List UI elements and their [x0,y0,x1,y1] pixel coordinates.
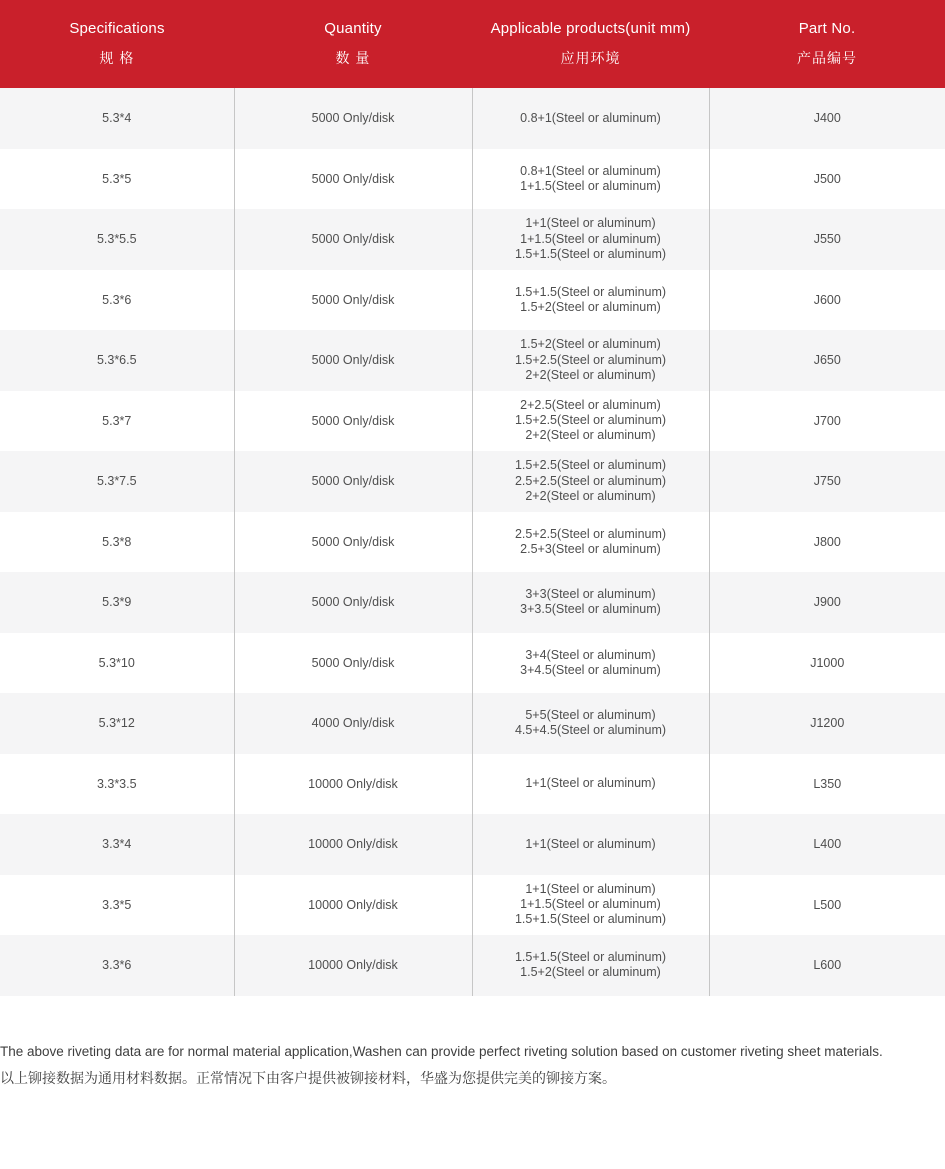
table-row [0,814,945,875]
spec-cell: 3.3*5 [102,897,132,912]
spec-cell: 3.3*6 [0,935,234,996]
spec-cell: 5.3*5 [102,171,132,186]
product-line: 1.5+2.5(Steel or aluminum) [514,352,667,367]
part-no-cell: J500 [709,149,945,210]
footer-note [0,1043,945,1087]
table-row [0,391,945,452]
part-no-cell: L600 [709,935,945,996]
product-line: 1+1(Steel or aluminum) [525,776,656,791]
header-row [0,0,945,88]
product-line: 1+1.5(Steel or aluminum) [520,178,661,193]
quantity-cell: 5000 Only/disk [234,209,472,270]
spec-cell: 5.3*6 [102,292,132,307]
product-line: 1+1(Steel or aluminum) [525,216,656,231]
applicable-products-cell [472,330,709,391]
quantity-cell: 10000 Only/disk [234,875,472,936]
part-no-cell: J900 [709,572,945,633]
applicable-products-cell [472,451,709,512]
column-header-en: Specifications [69,20,165,37]
column-header-zh: 规 格 [99,50,135,66]
quantity-cell: 5000 Only/disk [234,149,472,210]
quantity-cell: 5000 Only/disk [234,572,472,633]
footer-note-en: The above riveting data are for normal material application,Washen can provide perfect riveting solution based on customer riveting sheet materials. [0,1043,883,1059]
column-header-zh: 应用环境 [560,50,621,66]
quantity-cell: 5000 Only/disk [234,330,472,391]
product-line: 3+3.5(Steel or aluminum) [520,602,661,617]
applicable-products-cell [472,270,709,331]
applicable-products-cell [472,149,709,210]
spec-cell: 5.3*10 [98,655,135,670]
table-row [0,693,945,754]
product-line: 1.5+2.5(Steel or aluminum) [514,458,667,473]
table-row [0,209,945,270]
quantity-cell: 10000 Only/disk [234,814,472,875]
quantity-cell: 5000 Only/disk [234,391,472,452]
applicable-products-cell [472,754,709,815]
product-line: 5+5(Steel or aluminum) [525,708,656,723]
column-header-zh: 产品编号 [797,50,857,66]
table-row [0,935,945,996]
product-line: 1+1(Steel or aluminum) [525,836,656,851]
table-row [0,512,945,573]
column-header [234,0,472,88]
spec-cell: 5.3*4 [0,88,234,149]
column-header [709,0,945,88]
quantity-cell: 5000 Only/disk [234,633,472,694]
product-line: 1+1.5(Steel or aluminum) [520,897,661,912]
part-no-cell: J600 [709,270,945,331]
product-line: 1.5+2(Steel or aluminum) [520,299,661,314]
spec-cell: 5.3*9 [0,572,234,633]
product-line: 2.5+3(Steel or aluminum) [520,541,661,556]
part-no-cell: J550 [709,209,945,270]
product-line: 3+4(Steel or aluminum) [525,647,656,662]
part-no-cell: J700 [709,391,945,452]
spec-cell: 5.3*8 [102,534,132,549]
product-line: 2+2(Steel or aluminum) [525,367,656,382]
part-no-cell: L350 [709,754,945,815]
quantity-cell: 5000 Only/disk [234,270,472,331]
applicable-products-cell [472,88,709,149]
table-row [0,572,945,633]
spec-cell: 5.3*12 [0,693,234,754]
applicable-products-cell [472,209,709,270]
applicable-products-cell [472,391,709,452]
part-no-cell: J400 [709,88,945,149]
product-line: 1.5+2(Steel or aluminum) [520,337,661,352]
table-body [0,88,945,996]
applicable-products-cell [472,512,709,573]
table-row [0,149,945,210]
part-no-cell: J1200 [709,693,945,754]
table-row [0,451,945,512]
part-no-cell: J650 [709,330,945,391]
product-line: 1.5+1.5(Steel or aluminum) [514,950,667,965]
part-no-cell: J800 [709,512,945,573]
part-no-cell: J750 [709,451,945,512]
column-header-zh: 数 量 [335,50,371,66]
part-no-cell: J1000 [709,633,945,694]
spec-cell: 5.3*7.5 [0,451,234,512]
table-row [0,270,945,331]
table-head [0,0,945,88]
product-line: 0.8+1(Steel or aluminum) [520,110,661,125]
spec-cell: 5.3*5.5 [0,209,234,270]
spec-cell: 3.3*4 [0,814,234,875]
quantity-cell: 5000 Only/disk [234,451,472,512]
applicable-products-cell [472,875,709,936]
column-header-en: Applicable products(unit mm) [490,20,691,37]
product-line: 2+2(Steel or aluminum) [525,428,656,443]
product-line: 2+2(Steel or aluminum) [525,488,656,503]
product-line: 1+1.5(Steel or aluminum) [520,231,661,246]
spec-cell: 5.3*7 [102,413,132,428]
product-line: 1+1(Steel or aluminum) [525,881,656,896]
product-line: 2+2.5(Steel or aluminum) [520,397,661,412]
quantity-cell: 4000 Only/disk [234,693,472,754]
column-header [472,0,709,88]
column-header [0,0,234,88]
quantity-cell: 5000 Only/disk [234,512,472,573]
product-line: 1.5+1.5(Steel or aluminum) [514,246,667,261]
product-line: 0.8+1(Steel or aluminum) [520,163,661,178]
table-row [0,875,945,936]
quantity-cell: 10000 Only/disk [234,935,472,996]
spec-cell: 3.3*3.5 [96,776,137,791]
footer-note-zh: 以上铆接数据为通用材料数据。正常情况下由客户提供被铆接材料，华盛为您提供完美的铆接方案。 [0,1069,616,1086]
table-row [0,88,945,149]
product-line: 3+3(Steel or aluminum) [525,587,656,602]
product-line: 1.5+1.5(Steel or aluminum) [514,284,667,299]
product-line: 1.5+1.5(Steel or aluminum) [514,912,667,927]
table-row [0,330,945,391]
product-line: 2.5+2.5(Steel or aluminum) [514,526,667,541]
applicable-products-cell [472,935,709,996]
applicable-products-cell [472,572,709,633]
column-header-en: Part No. [798,20,856,37]
part-no-cell: L500 [709,875,945,936]
product-line: 4.5+4.5(Steel or aluminum) [514,723,667,738]
part-no-cell: L400 [709,814,945,875]
product-line: 3+4.5(Steel or aluminum) [520,662,661,677]
quantity-cell: 10000 Only/disk [234,754,472,815]
applicable-products-cell [472,693,709,754]
product-line: 1.5+2(Steel or aluminum) [520,965,661,980]
table-row [0,633,945,694]
applicable-products-cell [472,633,709,694]
spec-cell: 5.3*6.5 [0,330,234,391]
product-line: 1.5+2.5(Steel or aluminum) [514,413,667,428]
applicable-products-cell [472,814,709,875]
quantity-cell: 5000 Only/disk [234,88,472,149]
table-row [0,754,945,815]
column-header-en: Quantity [324,20,382,37]
product-line: 2.5+2.5(Steel or aluminum) [514,473,667,488]
